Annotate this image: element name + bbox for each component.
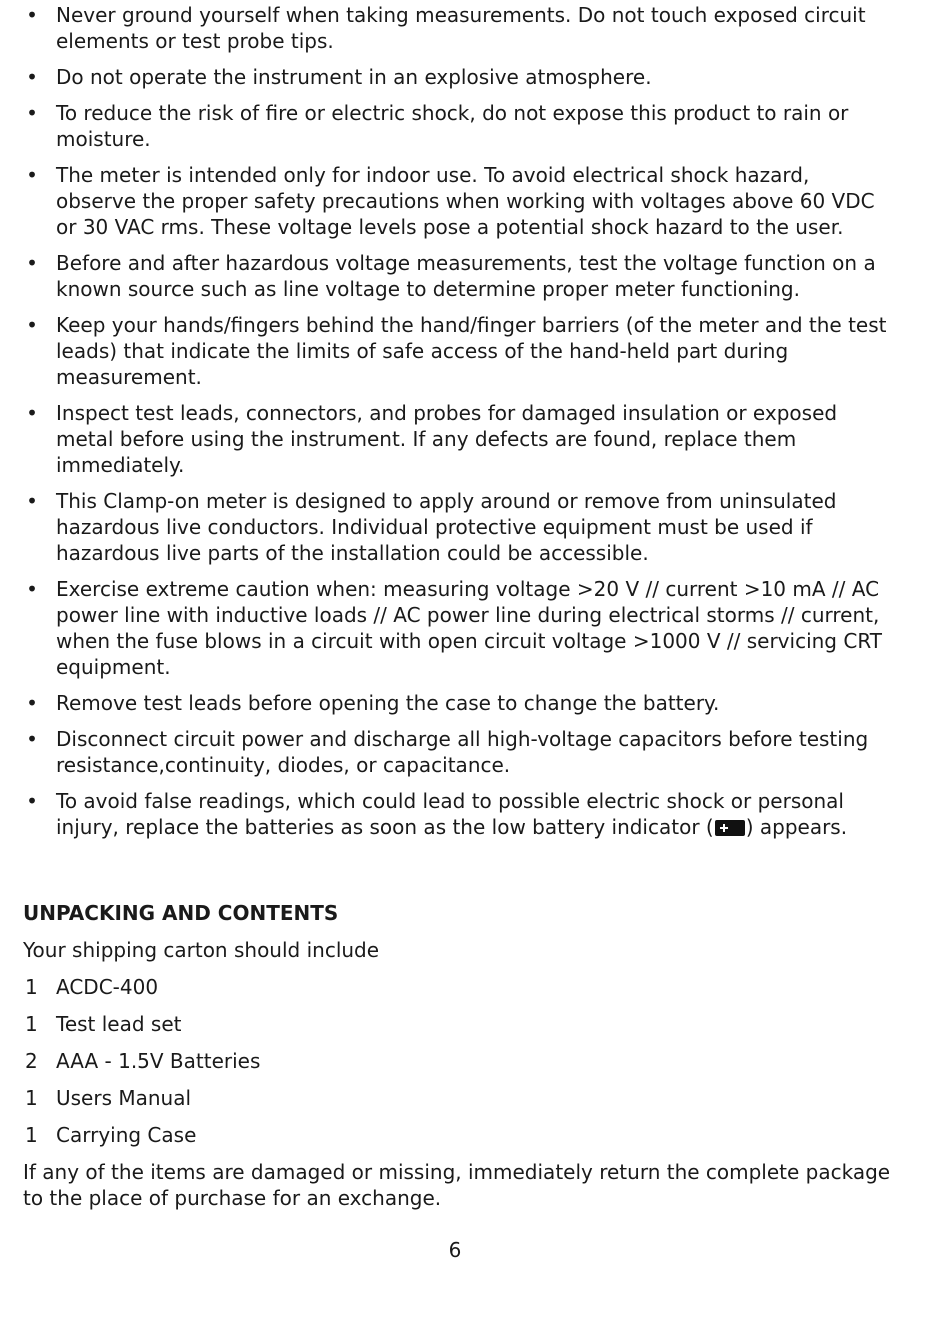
list-item bbox=[23, 974, 903, 1000]
bullet-icon: • bbox=[26, 691, 38, 715]
unpacking-section bbox=[23, 900, 903, 1211]
bullet-text-before-icon: To avoid false readings, which could lead to possible electric shock or personal injury, replace the batteries as soon as the low battery indicator ( bbox=[56, 789, 844, 839]
bullet-text: Remove test leads before opening the case to change the battery. bbox=[56, 691, 720, 715]
item-name: AAA - 1.5V Batteries bbox=[56, 1049, 261, 1073]
item-name: Test lead set bbox=[56, 1012, 182, 1036]
list-item bbox=[23, 1048, 903, 1074]
safety-precautions-list bbox=[23, 2, 893, 850]
contents-list bbox=[23, 974, 903, 1148]
list-item bbox=[23, 726, 893, 778]
bullet-text: Keep your hands/fingers behind the hand/finger barriers (of the meter and the test leads) that indicate the limits of safe access of the hand-held part during measurement. bbox=[56, 313, 887, 389]
bullet-icon: • bbox=[26, 789, 38, 813]
bullet-icon: • bbox=[26, 251, 38, 275]
bullet-icon: • bbox=[26, 313, 38, 337]
list-item bbox=[23, 1085, 903, 1111]
item-quantity: 1 bbox=[25, 1123, 38, 1147]
item-name: Carrying Case bbox=[56, 1123, 197, 1147]
list-item bbox=[23, 400, 893, 478]
bullet-icon: • bbox=[26, 101, 38, 125]
section-heading: UNPACKING AND CONTENTS bbox=[23, 901, 339, 925]
list-item bbox=[23, 690, 893, 716]
bullet-text: Inspect test leads, connectors, and probes for damaged insulation or exposed metal before using the instrument. If any defects are found, replace them immediately. bbox=[56, 401, 838, 477]
item-quantity: 2 bbox=[25, 1049, 38, 1073]
list-item bbox=[23, 250, 893, 302]
section-intro: Your shipping carton should include bbox=[23, 938, 380, 962]
bullet-text: Disconnect circuit power and discharge all high-voltage capacitors before testing resistance,continuity, diodes, or capacitance. bbox=[56, 727, 869, 777]
page-number: 6 bbox=[448, 1238, 462, 1262]
bullet-text: Do not operate the instrument in an explosive atmosphere. bbox=[56, 65, 652, 89]
bullet-text: To reduce the risk of fire or electric shock, do not expose this product to rain or moisture. bbox=[56, 101, 849, 151]
item-quantity: 1 bbox=[25, 975, 38, 999]
list-item bbox=[23, 64, 893, 90]
bullet-text: This Clamp-on meter is designed to apply around or remove from uninsulated hazardous live conductors. Individual protective equipment must be used if hazardous live parts of the installation could be accessible. bbox=[56, 489, 837, 565]
bullet-icon: • bbox=[26, 727, 38, 751]
battery-icon bbox=[715, 820, 745, 836]
bullet-icon: • bbox=[26, 163, 38, 187]
list-item bbox=[23, 1122, 903, 1148]
bullet-text: Exercise extreme caution when: measuring voltage >20 V // current >10 mA // AC power line with inductive loads // AC power line during electrical storms // current, when the fuse blows in a circuit with open circuit voltage >1000 V // servicing CRT equipment. bbox=[56, 577, 882, 679]
item-name: Users Manual bbox=[56, 1086, 192, 1110]
list-item bbox=[23, 1011, 903, 1037]
bullet-icon: • bbox=[26, 489, 38, 513]
list-item bbox=[23, 312, 893, 390]
list-item bbox=[23, 100, 893, 152]
list-item bbox=[23, 788, 893, 840]
bullet-text: The meter is intended only for indoor use. To avoid electrical shock hazard, observe the proper safety precautions when working with voltages above 60 VDC or 30 VAC rms. These voltage levels pose a potential shock hazard to the user. bbox=[56, 163, 875, 239]
bullet-icon: • bbox=[26, 65, 38, 89]
bullet-text: Before and after hazardous voltage measurements, test the voltage function on a known source such as line voltage to determine proper meter functioning. bbox=[56, 251, 876, 301]
bullet-icon: • bbox=[26, 401, 38, 425]
item-quantity: 1 bbox=[25, 1012, 38, 1036]
bullet-icon: • bbox=[26, 577, 38, 601]
bullet-text: Never ground yourself when taking measurements. Do not touch exposed circuit elements or test probe tips. bbox=[56, 3, 866, 53]
item-quantity: 1 bbox=[25, 1086, 38, 1110]
closing-paragraph: If any of the items are damaged or missing, immediately return the complete package to the place of purchase for an exchange. bbox=[23, 1160, 891, 1210]
bullet-text-after-icon: ) appears. bbox=[745, 815, 848, 839]
list-item bbox=[23, 162, 893, 240]
bullet-icon: • bbox=[26, 3, 38, 27]
list-item bbox=[23, 576, 893, 680]
list-item bbox=[23, 488, 893, 566]
item-name: ACDC-400 bbox=[56, 975, 159, 999]
list-item bbox=[23, 2, 893, 54]
